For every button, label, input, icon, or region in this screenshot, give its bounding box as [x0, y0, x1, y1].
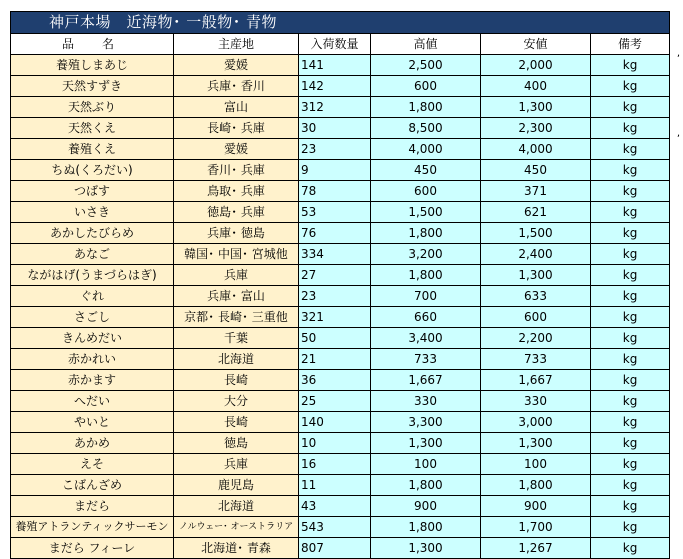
high-price-cell: 1,800 [371, 97, 481, 118]
origin-cell: ノルウェー･ オーストラリア [174, 517, 299, 538]
low-price-cell: 2,300 [481, 118, 591, 139]
low-price-cell: 3,000 [481, 412, 591, 433]
quantity-cell: 23 [299, 139, 371, 160]
quantity-cell: 36 [299, 370, 371, 391]
table-row [11, 538, 670, 559]
quantity-cell: 76 [299, 223, 371, 244]
table-row [11, 55, 670, 76]
origin-cell: 長崎･ 兵庫 [174, 118, 299, 139]
unit-cell: kg [591, 370, 670, 391]
high-price-cell: 2,500 [371, 55, 481, 76]
fish-name-cell: 養殖アトランティックサーモン [11, 517, 174, 538]
unit-cell: kg [591, 265, 670, 286]
fish-name-cell: まだら [11, 496, 174, 517]
low-price-cell: 330 [481, 391, 591, 412]
high-price-cell: 1,800 [371, 265, 481, 286]
high-price-cell: 1,800 [371, 223, 481, 244]
quantity-cell: 9 [299, 160, 371, 181]
table-row [11, 517, 670, 538]
high-price-cell: 1,300 [371, 433, 481, 454]
origin-cell: 大分 [174, 391, 299, 412]
high-price-cell: 700 [371, 286, 481, 307]
fish-name-cell: 天然ぶり [11, 97, 174, 118]
origin-cell: 富山 [174, 97, 299, 118]
quantity-cell: 78 [299, 181, 371, 202]
unit-cell: kg [591, 160, 670, 181]
fish-name-cell: えそ [11, 454, 174, 475]
market-price-table [10, 11, 670, 559]
origin-cell: 徳島･ 兵庫 [174, 202, 299, 223]
table-row [11, 286, 670, 307]
unit-cell: kg [591, 517, 670, 538]
unit-cell: kg [591, 76, 670, 97]
header-high-price: 高値 [371, 34, 481, 55]
low-price-cell: 1,300 [481, 433, 591, 454]
low-price-cell: 733 [481, 349, 591, 370]
low-price-cell: 100 [481, 454, 591, 475]
fish-name-cell: 天然くえ [11, 118, 174, 139]
margin-mark: , [676, 128, 680, 139]
high-price-cell: 1,800 [371, 517, 481, 538]
high-price-cell: 1,500 [371, 202, 481, 223]
quantity-cell: 50 [299, 328, 371, 349]
fish-name-cell: 赤かれい [11, 349, 174, 370]
origin-cell: 千葉 [174, 328, 299, 349]
fish-name-cell: ながはげ(うまづらはぎ) [11, 265, 174, 286]
low-price-cell: 2,400 [481, 244, 591, 265]
origin-cell: 長崎 [174, 412, 299, 433]
fish-name-cell: あかしたびらめ [11, 223, 174, 244]
high-price-cell: 1,800 [371, 475, 481, 496]
header-remarks: 備考 [591, 34, 670, 55]
unit-cell: kg [591, 475, 670, 496]
low-price-cell: 4,000 [481, 139, 591, 160]
low-price-cell: 1,667 [481, 370, 591, 391]
origin-cell: 京都･ 長崎･ 三重他 [174, 307, 299, 328]
table-row [11, 433, 670, 454]
origin-cell: 徳島 [174, 433, 299, 454]
origin-cell: 鹿児島 [174, 475, 299, 496]
fish-name-cell: こばんざめ [11, 475, 174, 496]
unit-cell: kg [591, 181, 670, 202]
low-price-cell: 371 [481, 181, 591, 202]
origin-cell: 香川･ 兵庫 [174, 160, 299, 181]
quantity-cell: 142 [299, 76, 371, 97]
unit-cell: kg [591, 139, 670, 160]
quantity-cell: 334 [299, 244, 371, 265]
fish-name-cell: つばす [11, 181, 174, 202]
fish-name-cell: きんめだい [11, 328, 174, 349]
table-row [11, 139, 670, 160]
table-row [11, 118, 670, 139]
quantity-cell: 23 [299, 286, 371, 307]
header-origin: 主産地 [174, 34, 299, 55]
origin-cell: 鳥取･ 兵庫 [174, 181, 299, 202]
low-price-cell: 1,700 [481, 517, 591, 538]
quantity-cell: 16 [299, 454, 371, 475]
high-price-cell: 3,200 [371, 244, 481, 265]
high-price-cell: 1,667 [371, 370, 481, 391]
high-price-cell: 600 [371, 76, 481, 97]
quantity-cell: 321 [299, 307, 371, 328]
unit-cell: kg [591, 244, 670, 265]
low-price-cell: 621 [481, 202, 591, 223]
low-price-cell: 2,000 [481, 55, 591, 76]
high-price-cell: 330 [371, 391, 481, 412]
unit-cell: kg [591, 412, 670, 433]
unit-cell: kg [591, 433, 670, 454]
low-price-cell: 1,267 [481, 538, 591, 559]
origin-cell: 北海道･ 青森 [174, 538, 299, 559]
high-price-cell: 3,400 [371, 328, 481, 349]
low-price-cell: 1,500 [481, 223, 591, 244]
quantity-cell: 807 [299, 538, 371, 559]
table-row [11, 496, 670, 517]
quantity-cell: 10 [299, 433, 371, 454]
fish-name-cell: 赤かます [11, 370, 174, 391]
unit-cell: kg [591, 349, 670, 370]
origin-cell: 愛媛 [174, 139, 299, 160]
fish-name-cell: 養殖しまあじ [11, 55, 174, 76]
unit-cell: kg [591, 454, 670, 475]
table-row [11, 412, 670, 433]
low-price-cell: 450 [481, 160, 591, 181]
unit-cell: kg [591, 391, 670, 412]
low-price-cell: 633 [481, 286, 591, 307]
quantity-cell: 25 [299, 391, 371, 412]
unit-cell: kg [591, 202, 670, 223]
fish-name-cell: へだい [11, 391, 174, 412]
origin-cell: 北海道 [174, 496, 299, 517]
origin-cell: 韓国･ 中国･ 宮城他 [174, 244, 299, 265]
fish-name-cell: 天然すずき [11, 76, 174, 97]
quantity-cell: 21 [299, 349, 371, 370]
low-price-cell: 2,200 [481, 328, 591, 349]
high-price-cell: 900 [371, 496, 481, 517]
table-row [11, 475, 670, 496]
quantity-cell: 312 [299, 97, 371, 118]
unit-cell: kg [591, 223, 670, 244]
origin-cell: 愛媛 [174, 55, 299, 76]
low-price-cell: 400 [481, 76, 591, 97]
low-price-cell: 1,300 [481, 265, 591, 286]
table-row [11, 202, 670, 223]
header-row [11, 34, 670, 55]
low-price-cell: 1,800 [481, 475, 591, 496]
table-row [11, 160, 670, 181]
origin-cell: 兵庫･ 徳島 [174, 223, 299, 244]
table-row [11, 223, 670, 244]
fish-name-cell: 養殖くえ [11, 139, 174, 160]
table-row [11, 244, 670, 265]
table-row [11, 307, 670, 328]
unit-cell: kg [591, 118, 670, 139]
origin-cell: 兵庫･ 富山 [174, 286, 299, 307]
header-quantity: 入荷数量 [299, 34, 371, 55]
table-row [11, 328, 670, 349]
high-price-cell: 1,300 [371, 538, 481, 559]
table-row [11, 97, 670, 118]
unit-cell: kg [591, 55, 670, 76]
header-name: 品 名 [11, 34, 174, 55]
high-price-cell: 660 [371, 307, 481, 328]
fish-name-cell: さごし [11, 307, 174, 328]
table-row [11, 391, 670, 412]
quantity-cell: 30 [299, 118, 371, 139]
table-title: 神戸本場 近海物･ 一般物･ 青物 [11, 12, 670, 34]
low-price-cell: 900 [481, 496, 591, 517]
origin-cell: 北海道 [174, 349, 299, 370]
high-price-cell: 4,000 [371, 139, 481, 160]
origin-cell: 兵庫 [174, 454, 299, 475]
fish-name-cell: ぐれ [11, 286, 174, 307]
origin-cell: 兵庫 [174, 265, 299, 286]
fish-name-cell: まだら フィーレ [11, 538, 174, 559]
low-price-cell: 1,300 [481, 97, 591, 118]
unit-cell: kg [591, 307, 670, 328]
quantity-cell: 543 [299, 517, 371, 538]
fish-name-cell: やいと [11, 412, 174, 433]
unit-cell: kg [591, 286, 670, 307]
high-price-cell: 600 [371, 181, 481, 202]
unit-cell: kg [591, 496, 670, 517]
high-price-cell: 450 [371, 160, 481, 181]
table-row [11, 76, 670, 97]
fish-name-cell: いさき [11, 202, 174, 223]
low-price-cell: 600 [481, 307, 591, 328]
unit-cell: kg [591, 328, 670, 349]
quantity-cell: 53 [299, 202, 371, 223]
fish-name-cell: あかめ [11, 433, 174, 454]
quantity-cell: 140 [299, 412, 371, 433]
fish-name-cell: ちぬ(くろだい) [11, 160, 174, 181]
quantity-cell: 43 [299, 496, 371, 517]
quantity-cell: 27 [299, 265, 371, 286]
table-row [11, 181, 670, 202]
high-price-cell: 8,500 [371, 118, 481, 139]
quantity-cell: 141 [299, 55, 371, 76]
origin-cell: 兵庫･ 香川 [174, 76, 299, 97]
table-row [11, 265, 670, 286]
unit-cell: kg [591, 97, 670, 118]
table-row [11, 370, 670, 391]
origin-cell: 長崎 [174, 370, 299, 391]
high-price-cell: 733 [371, 349, 481, 370]
quantity-cell: 11 [299, 475, 371, 496]
fish-name-cell: あなご [11, 244, 174, 265]
high-price-cell: 100 [371, 454, 481, 475]
margin-mark: , [676, 48, 680, 59]
high-price-cell: 3,300 [371, 412, 481, 433]
table-row [11, 454, 670, 475]
unit-cell: kg [591, 538, 670, 559]
table-row [11, 349, 670, 370]
header-low-price: 安値 [481, 34, 591, 55]
